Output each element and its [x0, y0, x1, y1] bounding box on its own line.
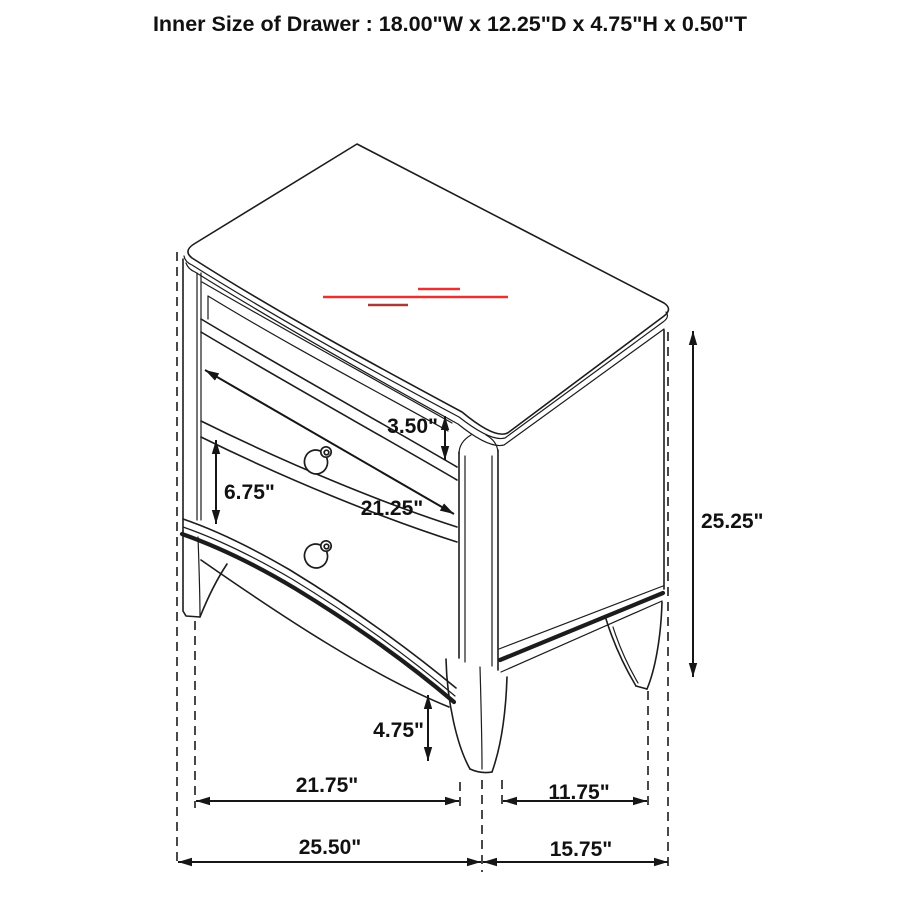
dimension-overall-width	[178, 836, 481, 862]
dimensions	[178, 331, 764, 862]
dimension-label-overall-depth: 15.75"	[549, 838, 613, 861]
dimension-label-leg-height: 4.75"	[373, 719, 424, 742]
dimension-label-drawer-front-height: 6.75"	[224, 481, 275, 504]
dimension-label-front-leg-span: 21.75"	[295, 774, 359, 797]
dimension-label-side-leg-span: 11.75"	[548, 781, 610, 804]
dimension-overall-depth	[483, 838, 668, 862]
dimension-label-drawer-opening-width: 21.25"	[360, 497, 424, 520]
page-title: Inner Size of Drawer : 18.00"W x 12.25"D x 4.75"H x 0.50"T	[152, 12, 748, 36]
dimension-label-overall-width: 25.50"	[298, 836, 362, 859]
drawer-knob-bottom	[301, 541, 331, 571]
dimension-label-shelf-opening-height: 3.50"	[387, 415, 438, 438]
dimension-side-leg-span	[503, 781, 647, 804]
dimension-overall-height	[693, 331, 764, 677]
dimension-front-leg-span	[196, 774, 459, 801]
front-right-leg	[446, 659, 507, 773]
front-corner-post	[459, 435, 498, 670]
dimension-shelf-opening-height	[387, 415, 445, 460]
dimension-label-overall-height: 25.25"	[701, 510, 764, 533]
left-stile	[183, 259, 201, 531]
nightstand-drawing	[182, 144, 669, 773]
red-scratch-marks	[323, 289, 508, 305]
dimension-leg-height	[373, 695, 428, 761]
drawer-knob-top	[301, 447, 331, 477]
